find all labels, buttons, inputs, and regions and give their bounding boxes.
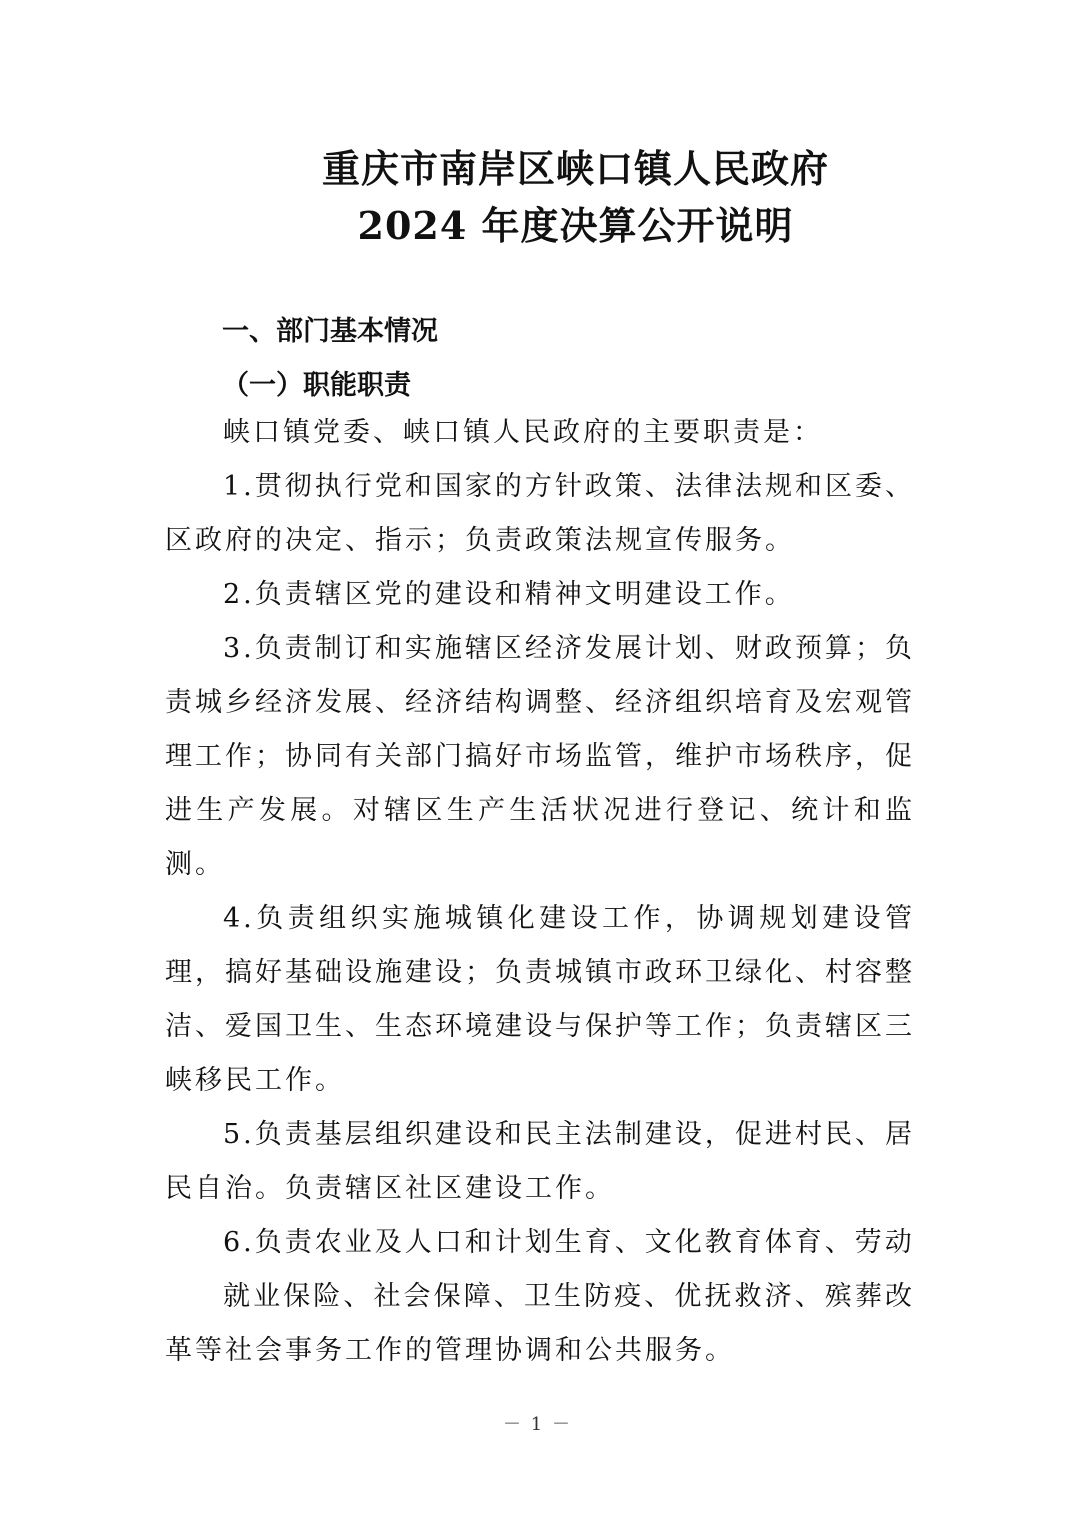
document-title-line2: 2024 年度决算公开说明 (357, 203, 794, 248)
section-heading: 一、部门基本情况 (222, 316, 438, 347)
paragraph-item-3: 3.负责制订和实施辖区经济发展计划、财政预算；负责城乡经济发展、经济结构调整、经济组织培育及宏观管理工作；协同有关部门搞好市场监管，维护市场秩序，促进生产发展。对辖区生产生活状况进行登记、统计和监测。 (165, 633, 915, 880)
paragraph-item-4: 4.负责组织实施城镇化建设工作，协调规划建设管理，搞好基础设施建设；负责城镇市政环卫绿化、村容整洁、爱国卫生、生态环境建设与保护等工作；负责辖区三峡移民工作。 (165, 903, 915, 1096)
paragraph-item-6-continued: 就业保险、社会保障、卫生防疫、优抚救济、殡葬改革等社会事务工作的管理协调和公共服务。 (165, 1281, 915, 1366)
document-title-line1: 重庆市南岸区峡口镇人民政府 (321, 146, 829, 191)
paragraph-intro: 峡口镇党委、峡口镇人民政府的主要职责是： (223, 417, 823, 448)
paragraph-item-6: 6.负责农业及人口和计划生育、文化教育体育、劳动 (223, 1227, 915, 1258)
paragraph-item-2: 2.负责辖区党的建设和精神文明建设工作。 (223, 579, 795, 610)
subsection-heading: （一）职能职责 (222, 370, 411, 401)
paragraph-item-5: 5.负责基层组织建设和民主法制建设，促进村民、居民自治。负责辖区社区建设工作。 (165, 1119, 915, 1204)
page-number: － 1 － (503, 1414, 572, 1435)
paragraph-item-1: 1.贯彻执行党和国家的方针政策、法律法规和区委、区政府的决定、指示；负责政策法规宣传服务。 (165, 471, 915, 556)
body-text (165, 406, 915, 1378)
